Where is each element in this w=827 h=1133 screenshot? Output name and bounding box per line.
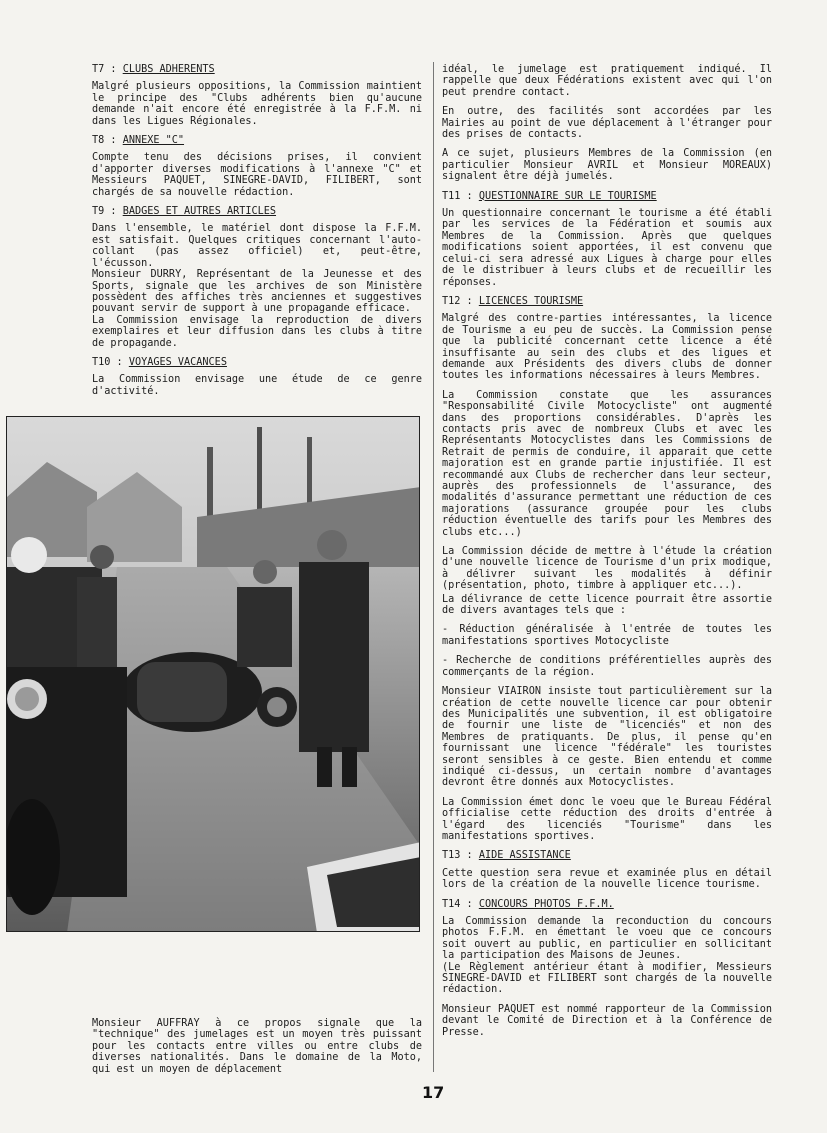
section-t12-paragraph: La délivrance de cette licence pourrait être assortie de divers avantages tels que : bbox=[442, 593, 772, 617]
section-t14-heading bbox=[442, 899, 772, 910]
section-code: T9 : bbox=[92, 206, 117, 218]
section-code: T14 : bbox=[442, 898, 473, 910]
section-t13-heading bbox=[442, 850, 772, 861]
section-t9-paragraph: Monsieur DURRY, Représentant de la Jeunesse et des Sports, signale que les archives de son Ministère possèdent des affiches très anciennes et suggestives pouvant servir de support à une propagande efficace. bbox=[92, 269, 422, 315]
left-column-bottom bbox=[92, 1018, 422, 1083]
section-t10-text: La Commission envisage une étude de ce genre d'activité. bbox=[92, 374, 422, 397]
intro-paragraph: A ce sujet, plusieurs Membres de la Commission (en particulier Monsieur AVRIL et Monsieur MOREAUX) signalent être déjà jumelés. bbox=[442, 148, 772, 183]
section-t14-paragraph: (Le Règlement antérieur étant à modifier, Messieurs SINEGRE-DAVID et FILIBERT sont chargés de la nouvelle rédaction. bbox=[442, 961, 772, 996]
intro-paragraph: idéal, le jumelage est pratiquement indiqué. Il rappelle que deux Fédérations existent avec qui l'on peut prendre contact. bbox=[442, 64, 772, 98]
section-title: QUESTIONNAIRE SUR LE TOURISME bbox=[478, 190, 657, 202]
section-t12-paragraph: La Commission émet donc le voeu que le Bureau Fédéral officialise cette réduction des droits d'entrée à l'égard des licenciés "Tourisme" dans les manifestations sportives. bbox=[442, 796, 772, 842]
section-t12-bullet: - Recherche de conditions préférentielles auprès des commerçants de la région. bbox=[442, 655, 772, 678]
section-code: T7 : bbox=[92, 64, 117, 75]
section-t12-paragraph: La Commission décide de mettre à l'étude la création d'une nouvelle licence de Tourisme d'un prix modique, à délivrer suivant les modalités à définir (présentation, photo, timbre à appliquer etc...). bbox=[442, 546, 772, 592]
motorcycle-sidecar-photo bbox=[6, 416, 420, 932]
section-t14-paragraph: Monsieur PAQUET est nommé rapporteur de la Commission devant le Comité de Direction et à la Conférence de Presse. bbox=[442, 1003, 772, 1038]
section-t10-heading bbox=[92, 357, 422, 368]
section-t12-paragraph: Malgré des contre-parties intéressantes, la licence de Tourisme a eu peu de succès. La Commission pense que la publicité concernant cette licence a été insuffisante au sein des clubs et des ligues et demande aux Présidents des divers clubs de donner toutes les informations nécessaires à leurs Membres. bbox=[442, 313, 772, 382]
section-t13-text: Cette question sera revue et examinée plus en détail lors de la création de la nouvelle licence tourisme. bbox=[442, 867, 772, 891]
page-number: 17 bbox=[422, 1083, 445, 1102]
left-column bbox=[92, 64, 422, 405]
section-t9-paragraph: Dans l'ensemble, le matériel dont dispose la F.F.M. est satisfait. Quelques critiques concernant l'auto-collant (pas assez officiel) et, peut-être, l'écusson. bbox=[92, 223, 422, 269]
section-t14-paragraph: La Commission demande la reconduction du concours photos F.F.M. en émettant le voeu que ce concours soit ouvert au public, en particulier en sollicitant la participation des Maisons de Jeunes. bbox=[442, 916, 772, 962]
section-t12-paragraph: Monsieur VIAIRON insiste tout particulièrement sur la création de cette nouvelle licence car pour obtenir des Municipalités une subvention, il est obligatoire de fournir une liste de "licenciés" et non des Membres de pratiquants. De plus, il pense qu'en fournissant une licence "fédérale" les touristes seront sensibles à ce geste. Bien entendu et comme indiqué ci-dessus, un certain nombre d'avantages devront être donnés aux Motocyclistes. bbox=[442, 686, 772, 789]
section-title: AIDE ASSISTANCE bbox=[478, 850, 571, 862]
section-t9-heading bbox=[92, 206, 422, 217]
section-t12-paragraph: La Commission constate que les assurances "Responsabilité Civile Motocycliste" ont augmenté dans des proportions considérables. D'après les contacts pris avec de nombreux Clubs et avec les Représentants Motocyclistes dans les Commissions de Retrait de permis de conduire, il apparait que cette majoration est en grande partie injustifiée. Il est recommandé aux Clubs de rechercher dans leur secteur, auprès des professionnels de l'assurance, des modalités d'assurance permettant une réduction de ces majorations (assurance groupée pour les clubs réduction éventuelle des tarifs pour les Membres des clubs etc...) bbox=[442, 389, 772, 538]
section-code: T11 : bbox=[442, 190, 473, 202]
section-t12-bullet: - Réduction généralisée à l'entrée de toutes les manifestations sportives Motocycliste bbox=[442, 624, 772, 647]
section-t8-text: Compte tenu des décisions prises, il convient d'apporter diverses modifications à l'annexe "C" et Messieurs PAQUET, SINEGRE-DAVID, FILIBERT, sont chargés de sa nouvelle rédaction. bbox=[92, 152, 422, 198]
auffray-paragraph: Monsieur AUFFRAY à ce propos signale que la "technique" des jumelages est un moyen très puissant pour les contacts entre villes ou entre clubs de diverses nationalités. Dans le domaine de la Moto, qui est un moyen de déplacement bbox=[92, 1018, 422, 1075]
section-title: LICENCES TOURISME bbox=[478, 295, 584, 307]
section-title: CONCOURS PHOTOS F.F.M. bbox=[478, 898, 614, 910]
section-code: T8 : bbox=[92, 135, 117, 147]
section-t7-heading bbox=[92, 64, 422, 75]
photo-image bbox=[7, 417, 420, 932]
section-title: CLUBS ADHERENTS bbox=[122, 64, 215, 75]
section-title: BADGES ET AUTRES ARTICLES bbox=[122, 206, 277, 218]
section-code: T12 : bbox=[442, 295, 473, 307]
section-t9-paragraph: La Commission envisage la reproduction de divers exemplaires et leur diffusion dans les clubs à titre de propagande. bbox=[92, 314, 422, 349]
column-divider bbox=[433, 62, 434, 1072]
section-t11-text: Un questionnaire concernant le tourisme a été établi par les services de la Fédération et soumis aux Membres de la Commission. Après que quelques modifications soient apportées, il est convenu que celui-ci sera adressé aux Ligues à charge pour elles de le distribuer à leurs clubs et de recueillir les réponses. bbox=[442, 208, 772, 288]
section-t11-heading bbox=[442, 191, 772, 202]
section-title: ANNEXE "C" bbox=[122, 135, 185, 147]
right-column bbox=[442, 64, 772, 1046]
section-t12-heading bbox=[442, 296, 772, 307]
section-t7-text: Malgré plusieurs oppositions, la Commission maintient le principe des "Clubs adhérents bien qu'aucune demande n'ait encore été enregistrée à la F.F.M. ni dans les Ligues Régionales. bbox=[92, 81, 422, 127]
intro-paragraph: En outre, des facilités sont accordées par les Mairies au point de vue déplacement à l'étranger pour des prises de contacts. bbox=[442, 106, 772, 141]
section-code: T10 : bbox=[92, 356, 123, 368]
section-title: VOYAGES VACANCES bbox=[128, 356, 227, 368]
section-code: T13 : bbox=[442, 850, 473, 862]
section-t8-heading bbox=[92, 135, 422, 146]
